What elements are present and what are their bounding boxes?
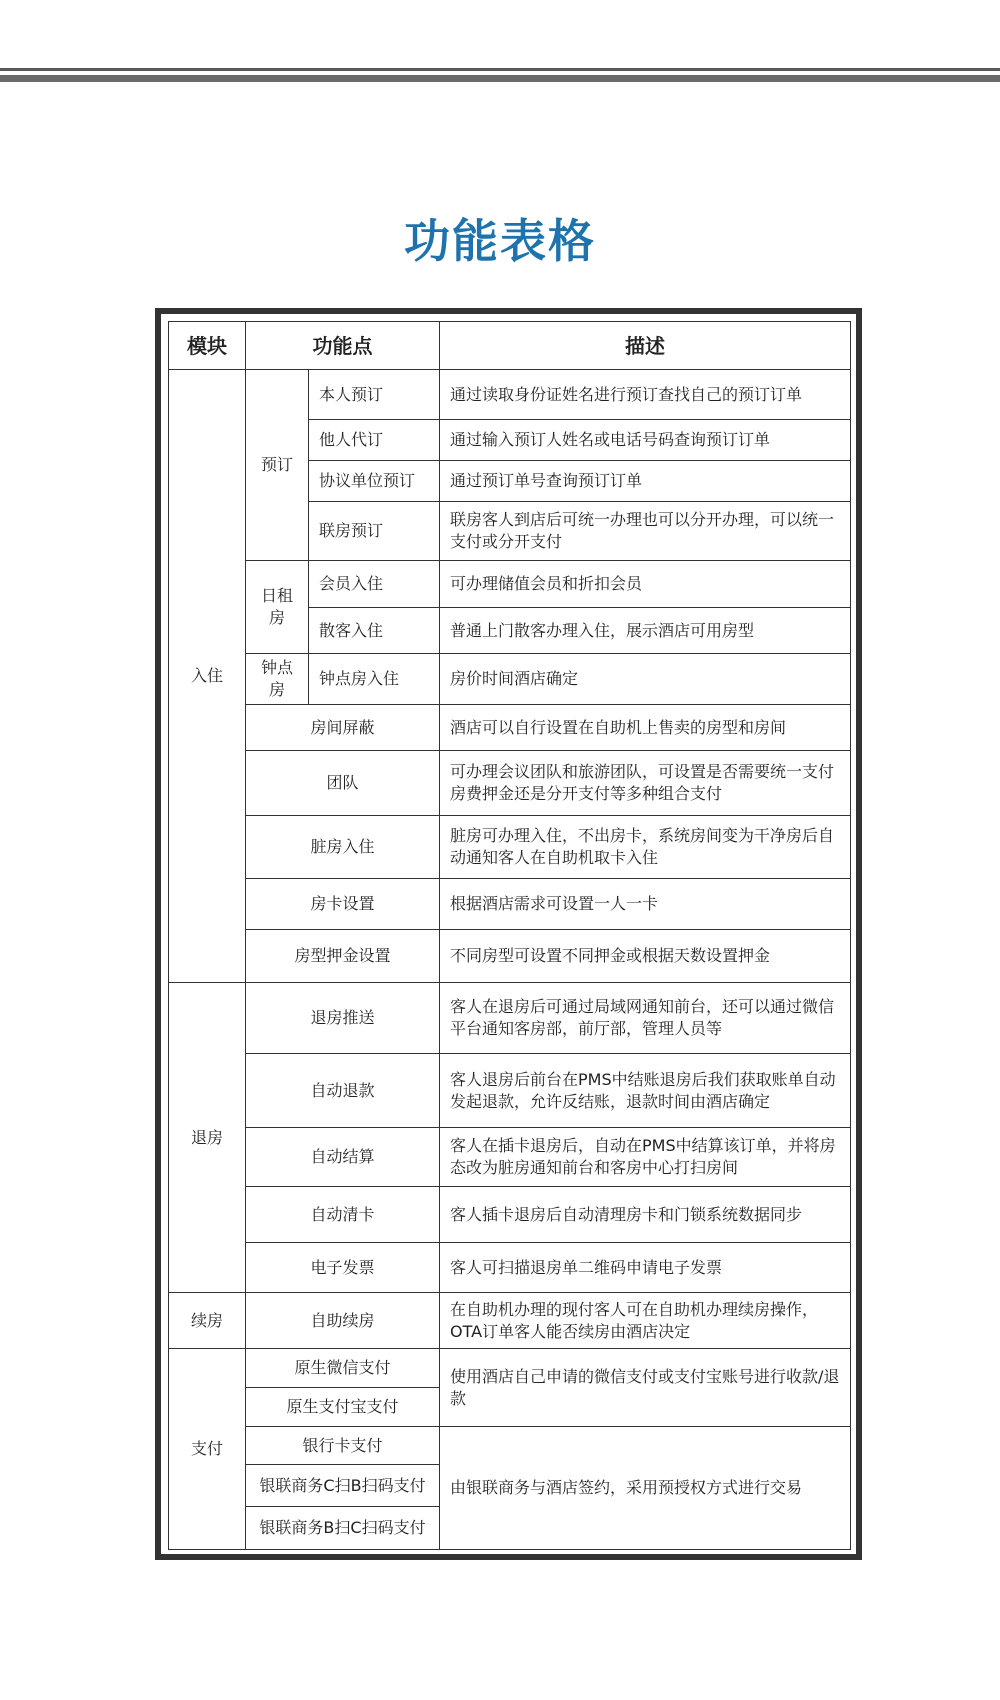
page-title: 功能表格 <box>404 214 596 268</box>
top-rule-thin <box>0 68 1000 71</box>
feature-cell: 自动清卡 <box>246 1187 440 1243</box>
group-daily: 日租房 <box>246 561 309 654</box>
top-rule-thick <box>0 75 1000 82</box>
feature-cell: 脏房入住 <box>246 816 440 879</box>
table-row <box>169 1187 851 1243</box>
feature-cell: 退房推送 <box>246 983 440 1054</box>
feature-cell: 房卡设置 <box>246 879 440 930</box>
description-cell: 使用酒店自己申请的微信支付或支付宝账号进行收款/退款 <box>440 1349 851 1427</box>
feature-cell: 本人预订 <box>309 370 440 420</box>
feature-cell: 原生支付宝支付 <box>246 1388 440 1427</box>
description-cell: 不同房型可设置不同押金或根据天数设置押金 <box>440 930 851 983</box>
table-row <box>169 1054 851 1128</box>
description-cell: 客人可扫描退房单二维码申请电子发票 <box>440 1243 851 1293</box>
table-row <box>169 983 851 1054</box>
feature-table <box>168 321 851 1550</box>
feature-cell: 团队 <box>246 751 440 816</box>
module-checkin: 入住 <box>169 370 246 983</box>
group-hourly: 钟点房 <box>246 654 309 705</box>
feature-cell: 会员入住 <box>309 561 440 608</box>
table-row <box>169 370 851 420</box>
feature-cell: 房型押金设置 <box>246 930 440 983</box>
feature-cell: 自助续房 <box>246 1293 440 1349</box>
feature-cell: 房间屏蔽 <box>246 705 440 751</box>
description-cell: 客人在退房后可通过局域网通知前台，还可以通过微信平台通知客房部，前厅部，管理人员等 <box>440 983 851 1054</box>
description-cell: 可办理会议团队和旅游团队，可设置是否需要统一支付房费押金还是分开支付等多种组合支付 <box>440 751 851 816</box>
description-cell: 客人插卡退房后自动清理房卡和门锁系统数据同步 <box>440 1187 851 1243</box>
feature-cell: 他人代订 <box>309 420 440 461</box>
module-checkout: 退房 <box>169 983 246 1293</box>
feature-cell: 银联商务C扫B扫码支付 <box>246 1465 440 1507</box>
table-row <box>169 1293 851 1349</box>
feature-cell: 散客入住 <box>309 608 440 654</box>
table-row <box>169 1128 851 1187</box>
header-feature: 功能点 <box>246 322 440 370</box>
description-cell: 联房客人到店后可统一办理也可以分开办理，可以统一支付或分开支付 <box>440 502 851 561</box>
module-payment: 支付 <box>169 1349 246 1550</box>
table-row <box>169 1427 851 1465</box>
table-row <box>169 1243 851 1293</box>
description-cell: 酒店可以自行设置在自助机上售卖的房型和房间 <box>440 705 851 751</box>
feature-cell: 钟点房入住 <box>309 654 440 705</box>
description-cell: 通过读取身份证姓名进行预订查找自己的预订订单 <box>440 370 851 420</box>
description-cell: 可办理储值会员和折扣会员 <box>440 561 851 608</box>
feature-cell: 联房预订 <box>309 502 440 561</box>
feature-cell: 原生微信支付 <box>246 1349 440 1388</box>
description-cell: 普通上门散客办理入住，展示酒店可用房型 <box>440 608 851 654</box>
header-description: 描述 <box>440 322 851 370</box>
group-booking: 预订 <box>246 370 309 561</box>
description-cell: 在自助机办理的现付客人可在自助机办理续房操作，OTA订单客人能否续房由酒店决定 <box>440 1293 851 1349</box>
feature-cell: 电子发票 <box>246 1243 440 1293</box>
table-row <box>169 930 851 983</box>
table-row <box>169 1349 851 1388</box>
feature-cell: 银行卡支付 <box>246 1427 440 1465</box>
table-row <box>169 705 851 751</box>
description-cell: 由银联商务与酒店签约，采用预授权方式进行交易 <box>440 1427 851 1550</box>
module-renew: 续房 <box>169 1293 246 1349</box>
description-cell: 通过预订单号查询预订订单 <box>440 461 851 502</box>
description-cell: 客人在插卡退房后，自动在PMS中结算该订单，并将房态改为脏房通知前台和客房中心打扫房间 <box>440 1128 851 1187</box>
feature-cell: 自动结算 <box>246 1128 440 1187</box>
description-cell: 脏房可办理入住，不出房卡，系统房间变为干净房后自动通知客人在自助机取卡入住 <box>440 816 851 879</box>
feature-cell: 自动退款 <box>246 1054 440 1128</box>
table-row <box>169 751 851 816</box>
table-row <box>169 561 851 608</box>
header-module: 模块 <box>169 322 246 370</box>
table-row <box>169 816 851 879</box>
description-cell: 客人退房后前台在PMS中结账退房后我们获取账单自动发起退款，允许反结账，退款时间由酒店确定 <box>440 1054 851 1128</box>
table-row <box>169 654 851 705</box>
description-cell: 房价时间酒店确定 <box>440 654 851 705</box>
description-cell: 通过输入预订人姓名或电话号码查询预订订单 <box>440 420 851 461</box>
feature-cell: 银联商务B扫C扫码支付 <box>246 1507 440 1550</box>
feature-cell: 协议单位预订 <box>309 461 440 502</box>
description-cell: 根据酒店需求可设置一人一卡 <box>440 879 851 930</box>
table-header-row <box>169 322 851 370</box>
table-row <box>169 879 851 930</box>
